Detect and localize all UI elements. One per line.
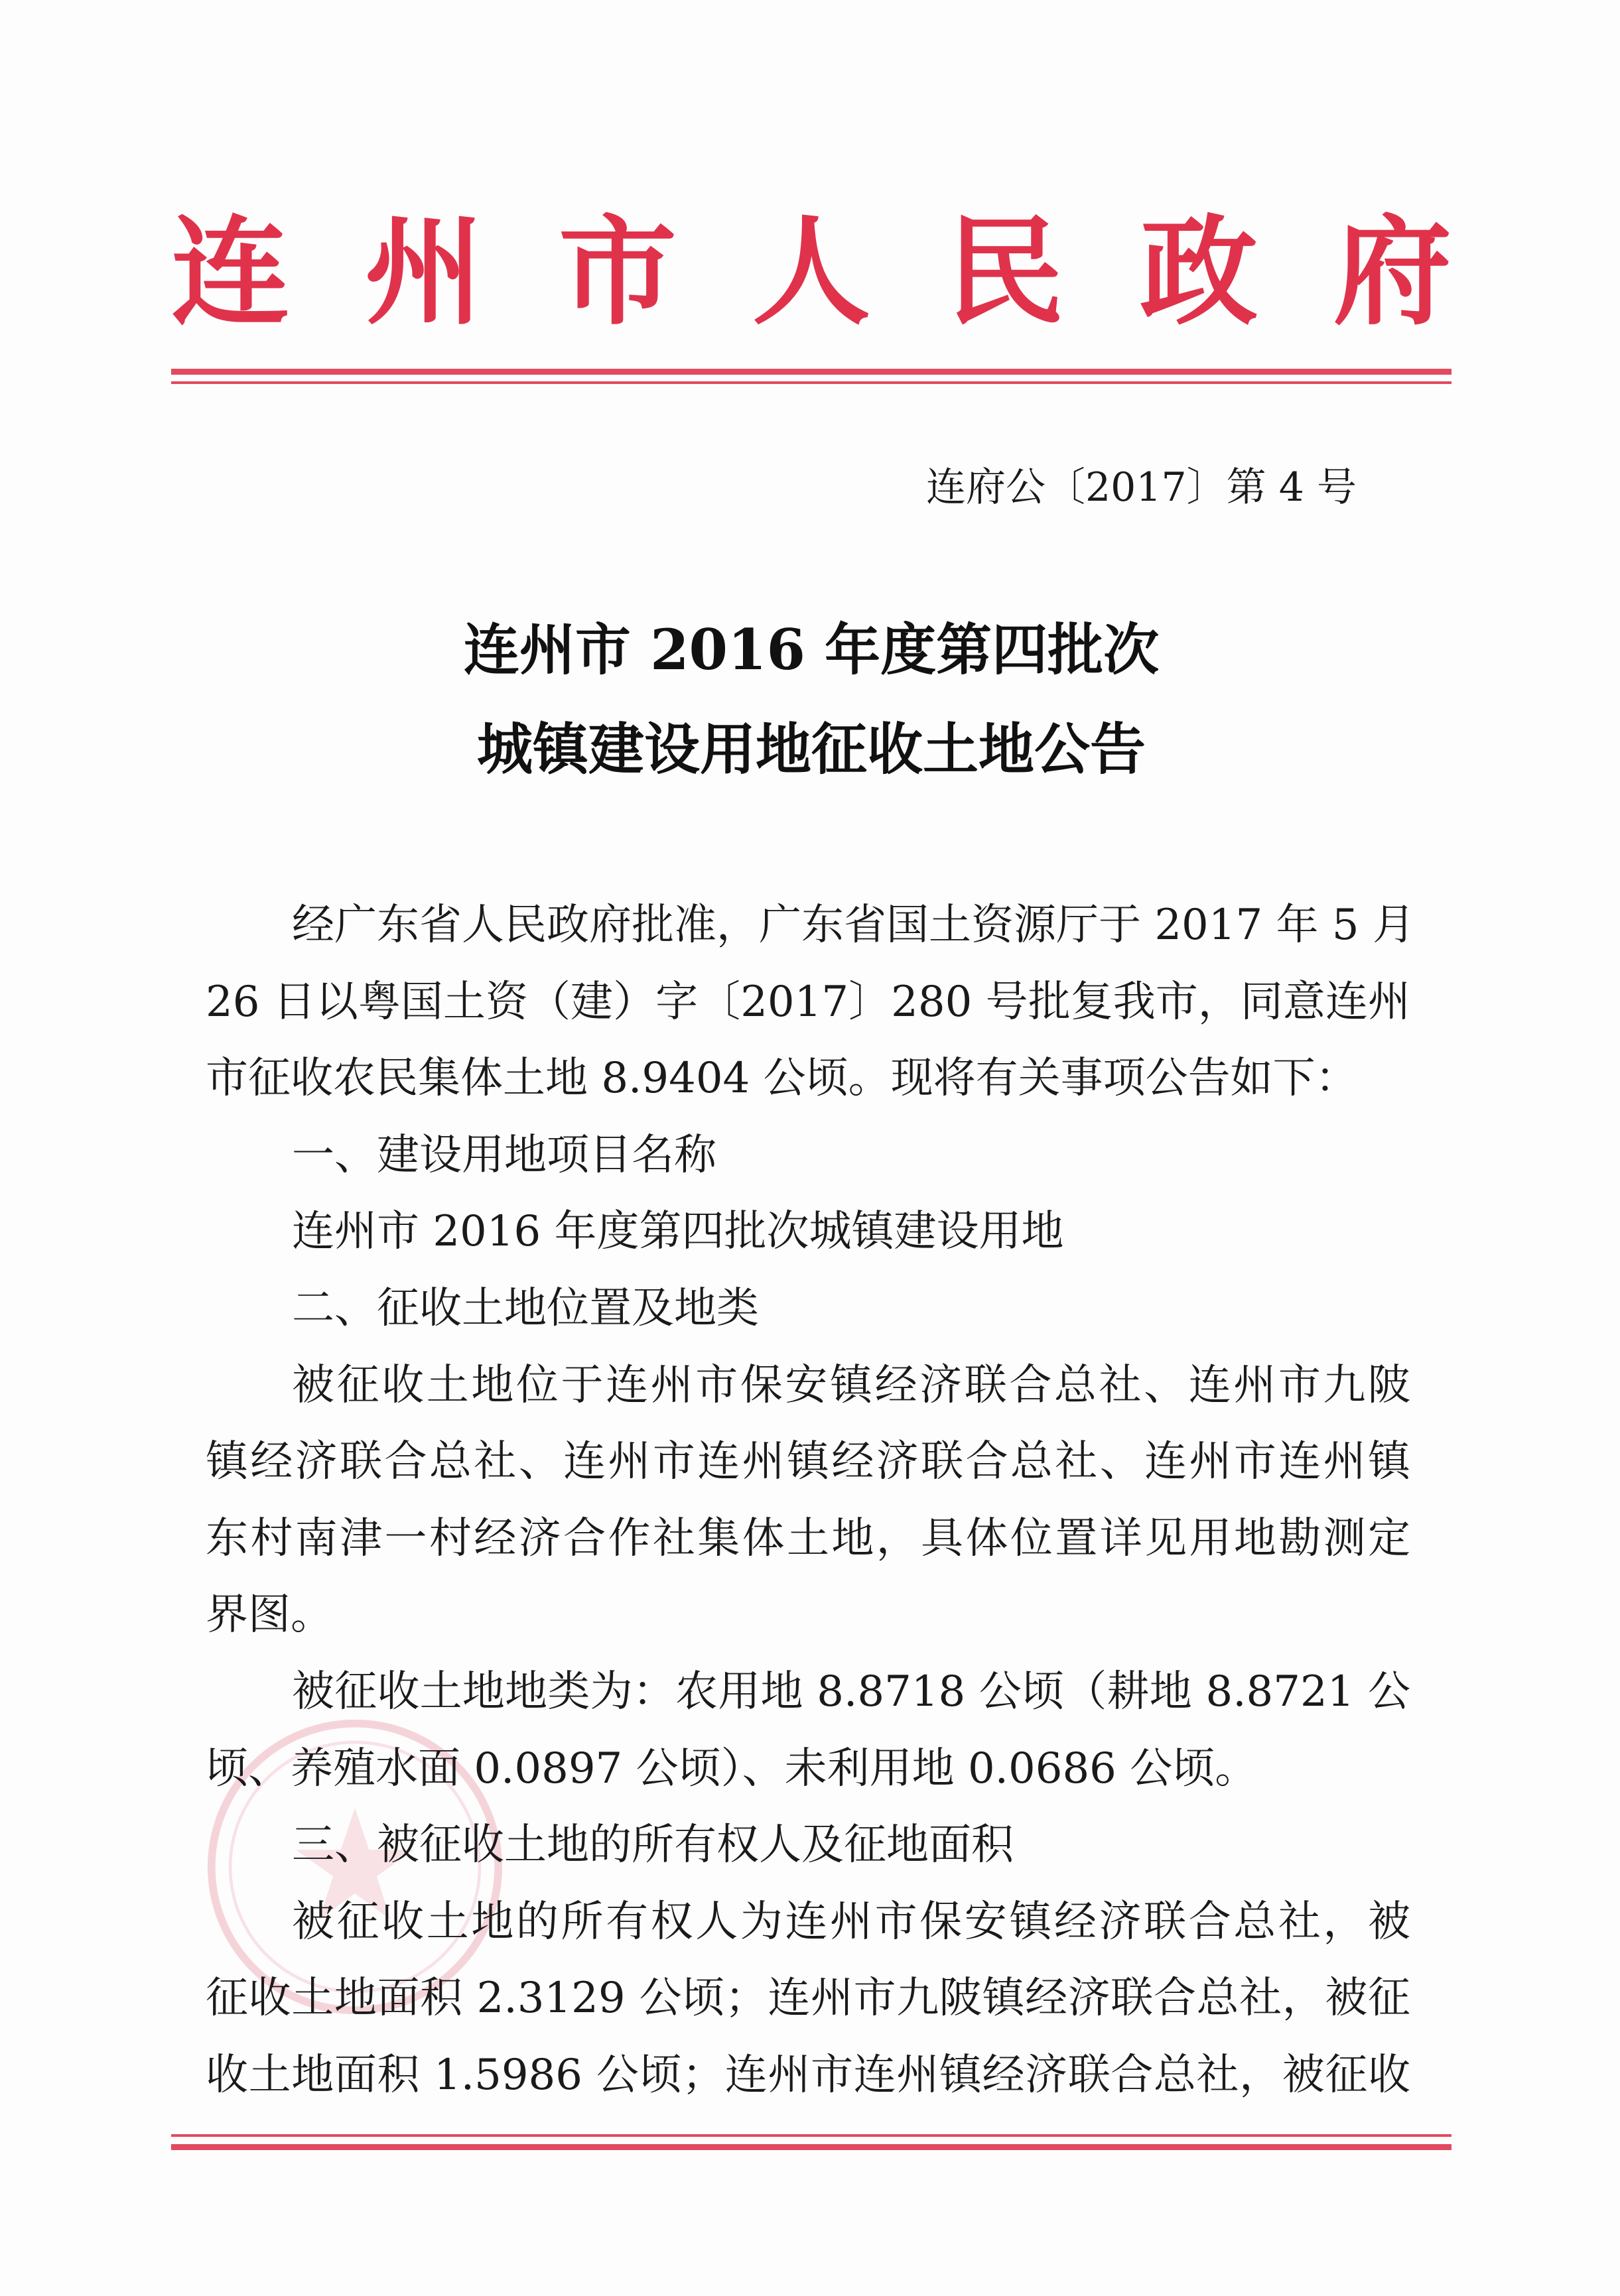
body-line: 连州市 2016 年度第四批次城镇建设用地 <box>292 1207 1064 1257</box>
footer-rule-thick <box>171 2144 1451 2150</box>
body-line: 被征收土地的所有权人为连州市保安镇经济联合总社，被 <box>292 1897 1410 1946</box>
masthead-char: 府 <box>1333 202 1451 341</box>
masthead-char: 市 <box>559 202 677 341</box>
body-line: 被征收土地地类为：农用地 8.8718 公顷（耕地 8.8721 公 <box>292 1667 1410 1716</box>
title-line: 城镇建设用地征收土地公告 <box>476 716 1146 782</box>
body-line: 顷、养殖水面 0.0897 公顷）、未利用地 0.0686 公顷。 <box>206 1744 1258 1793</box>
masthead-char: 人 <box>752 202 870 341</box>
body-line: 市征收农民集体土地 8.9404 公顷。现将有关事项公告如下： <box>206 1054 1358 1104</box>
masthead-char: 政 <box>1140 202 1258 341</box>
body-text <box>206 887 1415 2114</box>
masthead-char: 州 <box>365 202 483 341</box>
title-line: 连州市 2016 年度第四批次 <box>463 617 1160 682</box>
document-title <box>171 600 1451 799</box>
document-number: 连府公〔2017〕第 4 号 <box>925 464 1357 511</box>
body-line: 镇经济联合总社、连州市连州镇经济联合总社、连州市连州镇 <box>206 1437 1410 1487</box>
footer-rule-thin <box>171 2134 1451 2137</box>
section-heading: 二、征收土地位置及地类 <box>292 1283 759 1333</box>
body-line: 收土地面积 1.5986 公顷；连州市连州镇经济联合总社，被征收 <box>206 2050 1410 2100</box>
body-line: 经广东省人民政府批准，广东省国土资源厅于 2017 年 5 月 <box>292 901 1415 950</box>
body-line: 26 日以粤国土资（建）字〔2017〕280 号批复我市，同意连州 <box>206 977 1410 1027</box>
body-line: 东村南津一村经济合作社集体土地，具体位置详见用地勘测定 <box>206 1513 1410 1563</box>
masthead-rule-thin <box>171 381 1451 384</box>
masthead-rule-thick <box>171 369 1451 375</box>
body-line: 被征收土地位于连州市保安镇经济联合总社、连州市九陂 <box>292 1360 1410 1410</box>
body-line: 征收土地面积 2.3129 公顷；连州市九陂镇经济联合总社，被征 <box>206 1974 1410 2023</box>
section-heading: 三、被征收土地的所有权人及征地面积 <box>292 1820 1014 1870</box>
section-heading: 一、建设用地项目名称 <box>292 1130 716 1180</box>
body-line: 界图。 <box>206 1590 333 1640</box>
masthead-char: 民 <box>946 202 1064 341</box>
masthead-char: 连 <box>171 202 289 341</box>
masthead <box>171 199 1451 345</box>
